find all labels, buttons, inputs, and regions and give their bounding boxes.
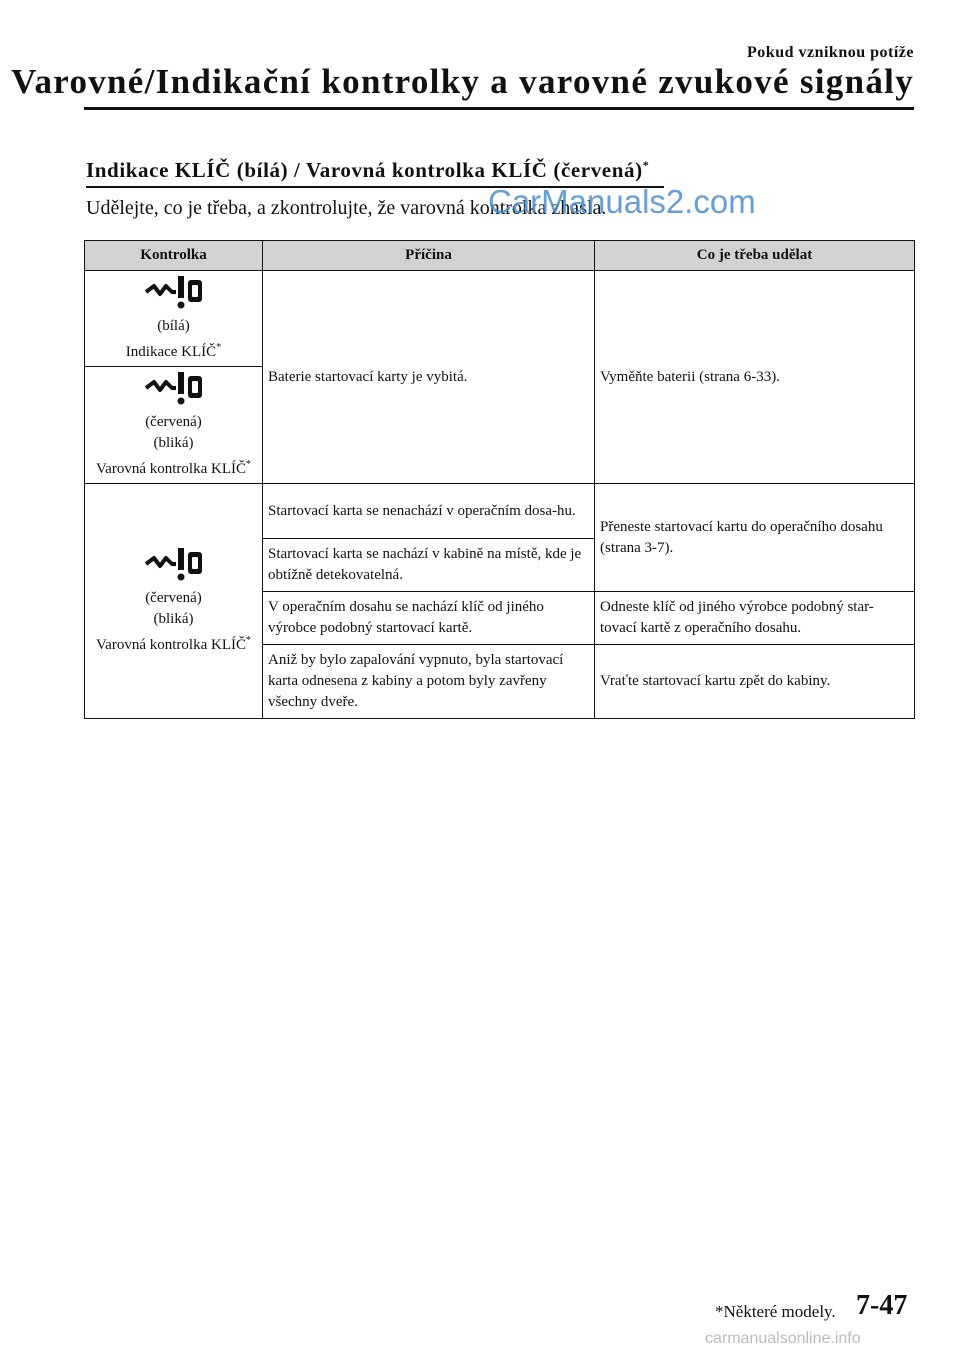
- source-watermark: carmanualsonline.info: [705, 1330, 861, 1347]
- cause-cell: Startovací karta se nachází v kabině na místě, kde je obtížně detekovatelná.: [263, 539, 595, 592]
- indicator-cell: [85, 484, 263, 719]
- header-cause: Příčina: [263, 241, 595, 271]
- indicator-table: [84, 240, 915, 719]
- indicator-cell: [85, 367, 263, 484]
- footnote: *Některé modely.: [715, 1302, 836, 1321]
- key-warning-icon: [142, 546, 206, 582]
- indicator-color: (červená): [145, 414, 202, 430]
- cause-cell: Baterie startovací karty je vybitá.: [263, 271, 595, 484]
- indicator-state: (bliká): [153, 611, 194, 627]
- key-indicator-icon: [142, 274, 206, 310]
- header-action: Co je třeba udělat: [595, 241, 915, 271]
- section-heading: [86, 158, 649, 183]
- cause-cell: Aniž by bylo zapalování vypnuto, byla startovací karta odnesena z kabiny a potom byly zavřeny všechny dveře.: [263, 645, 595, 719]
- indicator-cell: [85, 271, 263, 367]
- action-cell: Vraťte startovací kartu zpět do kabiny.: [595, 645, 915, 719]
- table-header-row: [85, 241, 915, 271]
- indicator-name: Varovná kontrolka KLÍČ*: [96, 459, 251, 477]
- page-title: Varovné/Indikační kontrolky a varovné zvukové signály: [11, 62, 914, 101]
- indicator-state: (bliká): [153, 435, 194, 451]
- intro-text: Udělejte, co je třeba, a zkontrolujte, že varovná kontrolka zhasla.: [86, 197, 607, 219]
- cause-cell: Startovací karta se nenachází v operačním dosa-hu.: [263, 484, 595, 539]
- page-number: 7-47: [856, 1290, 908, 1321]
- footnote-marker: *: [216, 342, 222, 353]
- section-heading-text: Indikace KLÍČ (bílá) / Varovná kontrolka KLÍČ (červená): [86, 158, 643, 182]
- watermark: CarManuals2.com: [488, 183, 756, 220]
- indicator-color: (červená): [145, 590, 202, 606]
- header-rule: [84, 107, 914, 110]
- footnote-marker: *: [245, 635, 251, 646]
- footnote-marker: *: [642, 158, 650, 172]
- cause-cell: V operačním dosahu se nachází klíč od jiného výrobce podobný startovací kartě.: [263, 592, 595, 645]
- action-cell: Odneste klíč od jiného výrobce podobný star-tovací kartě z operačního dosahu.: [595, 592, 915, 645]
- header-indicator: Kontrolka: [85, 241, 263, 271]
- section-label: Pokud vzniknou potíže: [747, 44, 914, 61]
- indicator-name: Varovná kontrolka KLÍČ*: [96, 635, 251, 653]
- action-cell: Přeneste startovací kartu do operačního dosahu (strana 3-7).: [595, 484, 915, 592]
- footnote-marker: *: [245, 459, 251, 470]
- action-cell: Vyměňte baterii (strana 6-33).: [595, 271, 915, 484]
- table-row: [85, 484, 915, 539]
- indicator-color: (bílá): [157, 318, 190, 334]
- indicator-name: Indikace KLÍČ*: [125, 342, 222, 360]
- table-row: [85, 271, 915, 367]
- key-warning-icon: [142, 370, 206, 406]
